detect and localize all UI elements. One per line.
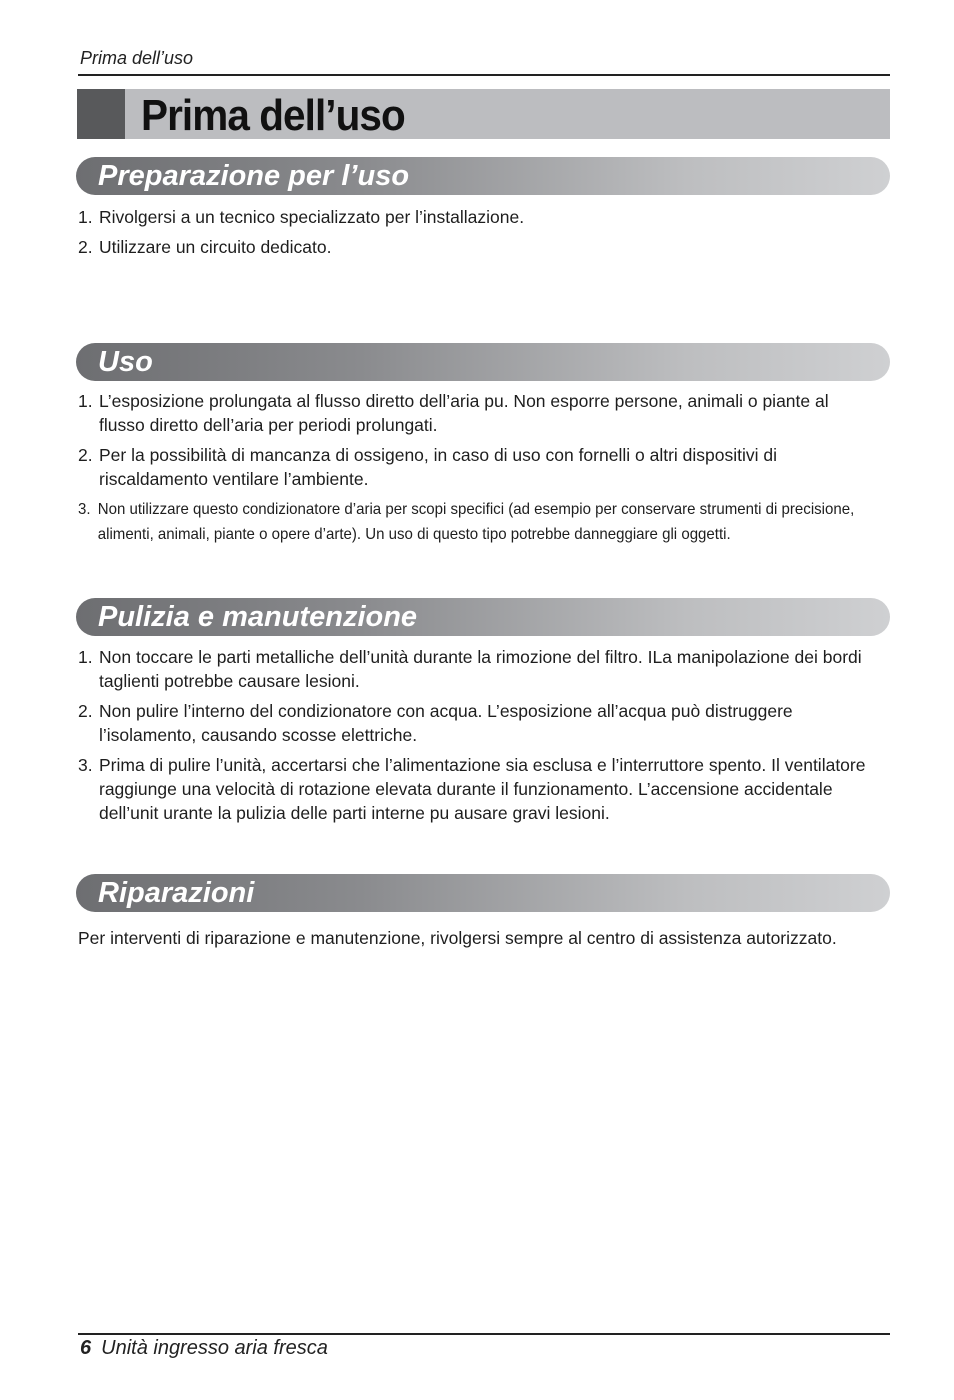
section-heading-preparazione [76, 157, 890, 195]
page-title: Prima dell’uso [141, 91, 405, 140]
footer-rule [78, 1333, 890, 1335]
pulizia-list [78, 645, 868, 831]
section-heading-text: Preparazione per l’uso [98, 160, 410, 192]
section-heading-pulizia [76, 598, 890, 636]
section-heading-text: Pulizia e manutenzione [98, 601, 418, 633]
list-item: 1. Non toccare le parti metalliche dell’unità durante la rimozione del filtro. ILa manipolazione dei bordi taglienti potrebbe causare lesioni. [78, 647, 862, 691]
section-heading-text: Uso [98, 346, 153, 378]
title-bar [77, 89, 890, 139]
uso-list [78, 389, 868, 553]
running-header: Prima dell’uso [80, 48, 194, 68]
riparazioni-text: Per interventi di riparazione e manutenzione, rivolgersi sempre al centro di assistenza autorizzato. [78, 928, 837, 948]
title-accent-block [77, 89, 125, 139]
section-heading-uso [76, 343, 890, 381]
header-rule [78, 74, 890, 76]
footer-text: Unità ingresso aria fresca [101, 1337, 328, 1359]
section-heading-text: Riparazioni [98, 877, 255, 909]
footer [80, 1337, 328, 1360]
list-item: 3. Prima di pulire l’unità, accertarsi che l’alimentazione sia esclusa e l’interruttore spento. Il ventilatore raggiunge una velocità di rotazione elevata durante il funzionamento. L’accensione accidentale dell’unit urante la pulizia delle parti interne pu ausare gravi lesioni. [78, 755, 866, 823]
list-item: 1. Rivolgersi a un tecnico specializzato per l’installazione. [78, 207, 525, 227]
page-number: 6 [80, 1337, 92, 1359]
list-item: 2. Non pulire l’interno del condizionatore con acqua. L’esposizione all’acqua può distruggere l’isolamento, causando scosse elettriche. [78, 701, 793, 745]
section-heading-riparazioni [76, 874, 890, 912]
preparazione-list [78, 205, 868, 265]
list-item: 3. Non utilizzare questo condizionatore d’aria per scopi specifici (ad esempio per conservare strumenti di precisione, alimenti, animali, piante o opere d’arte). Un uso di questo tipo potrebbe danneggiare gli oggetti. [78, 501, 855, 543]
list-item: 2. Per la possibilità di mancanza di ossigeno, in caso di uso con fornelli o altri dispositivi di riscaldamento ventilare l’ambiente. [78, 445, 777, 489]
list-item: 2. Utilizzare un circuito dedicato. [78, 237, 332, 257]
list-item: 1. L’esposizione prolungata al flusso diretto dell’aria pu. Non esporre persone, animali o piante al flusso diretto dell’aria per periodi prolungati. [78, 391, 829, 435]
